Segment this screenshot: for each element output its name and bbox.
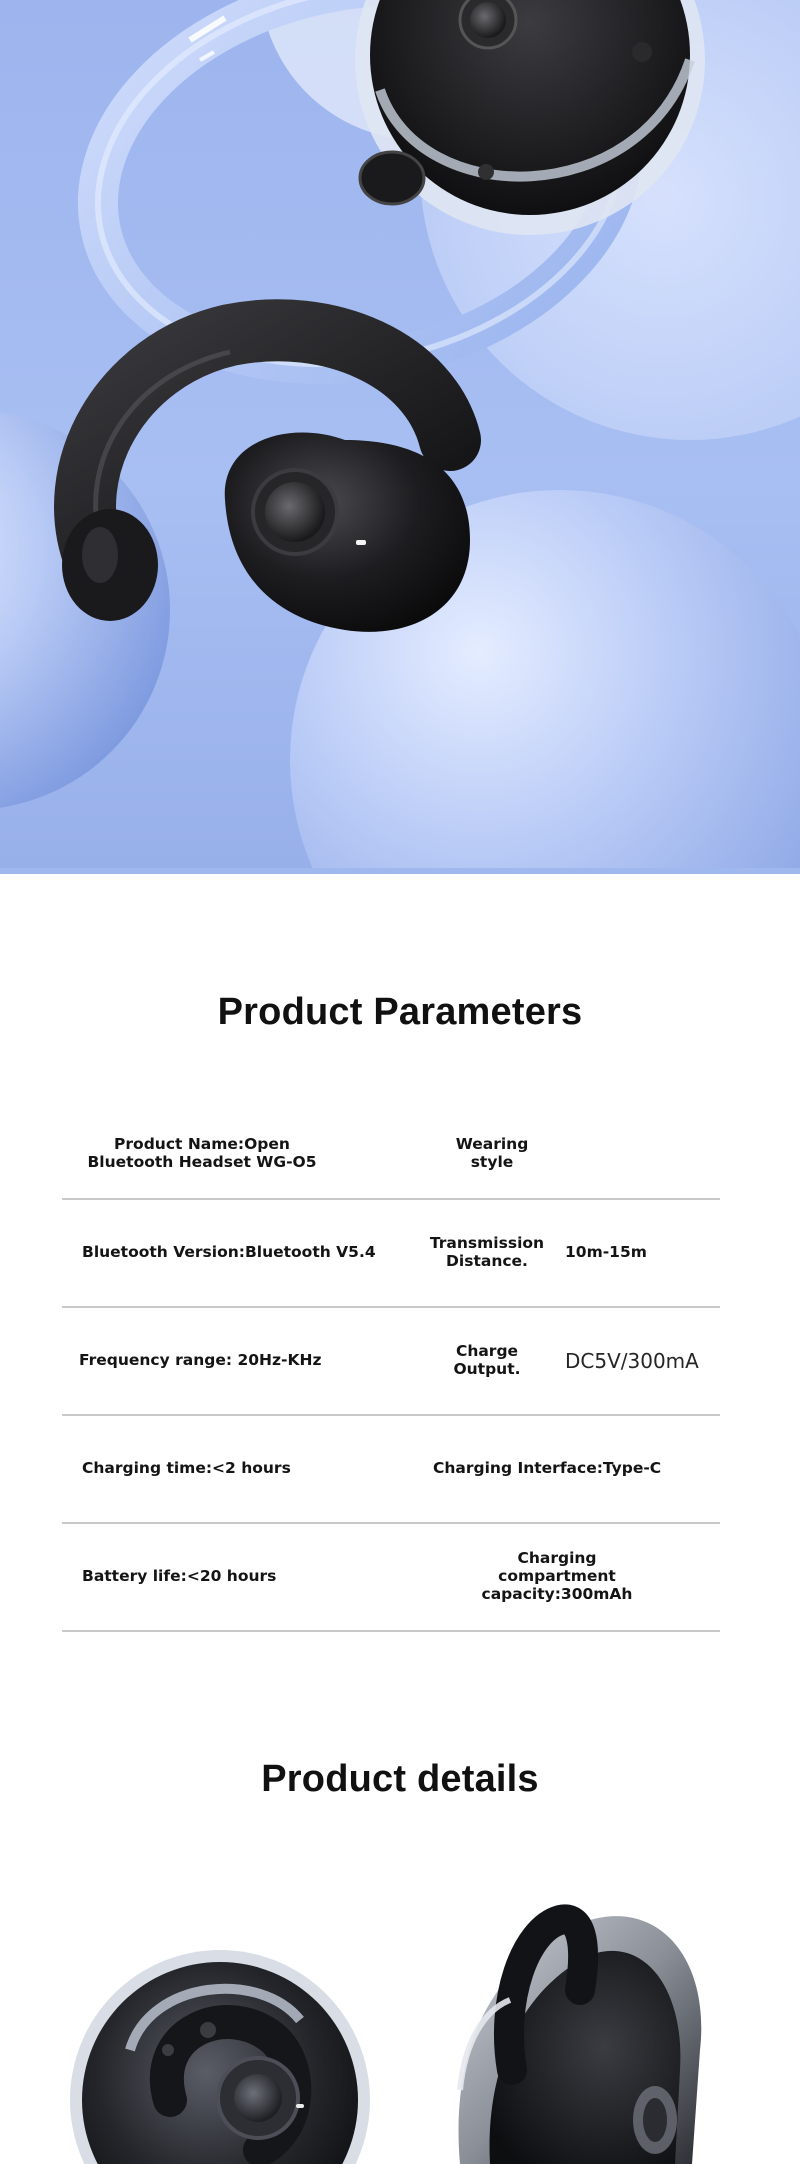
- spec-row: [62, 1110, 720, 1200]
- hero-product-image: [0, 0, 800, 874]
- earbud-top-view-photo-icon: [60, 1900, 390, 2164]
- spec-transmission-label: Transmission Distance.: [429, 1234, 545, 1270]
- spec-row: [62, 1308, 720, 1416]
- spec-battery-life: Battery life:<20 hours: [82, 1567, 277, 1586]
- product-parameters-title: Product Parameters: [217, 991, 583, 1033]
- spec-charging-compartment: Charging compartment capacity:300mAh: [481, 1549, 633, 1603]
- spec-row: [62, 1200, 720, 1308]
- earbud-side-view-photo-icon: [430, 1900, 730, 2164]
- spec-charging-interface: Charging Interface:Type-C: [433, 1459, 662, 1478]
- spec-wearing-style-value: [562, 1110, 712, 1198]
- spec-row: [62, 1524, 720, 1632]
- product-details-title: Product details: [261, 1758, 539, 1800]
- spec-transmission-value: 10m-15m: [565, 1243, 647, 1262]
- spec-product-name: Product Name:Open Bluetooth Headset WG-O5: [87, 1135, 317, 1171]
- detail-image-top-view: [60, 1900, 390, 2164]
- hero-bottom-strip: [0, 868, 800, 874]
- spec-wearing-style-label: Wearing style: [455, 1135, 529, 1171]
- spec-charging-time: Charging time:<2 hours: [82, 1459, 291, 1478]
- spec-charge-output-label: Charge Output.: [453, 1342, 521, 1378]
- spec-table: [62, 1110, 720, 1632]
- spec-row: [62, 1416, 720, 1524]
- spec-frequency-range: Frequency range: 20Hz-KHz: [79, 1351, 322, 1370]
- spec-charge-output-value: DC5V/300mA: [565, 1348, 699, 1373]
- spec-bluetooth-version: Bluetooth Version:Bluetooth V5.4: [82, 1243, 376, 1262]
- earbud-product-photo-icon: [0, 0, 800, 874]
- detail-image-side-view: [430, 1900, 730, 2164]
